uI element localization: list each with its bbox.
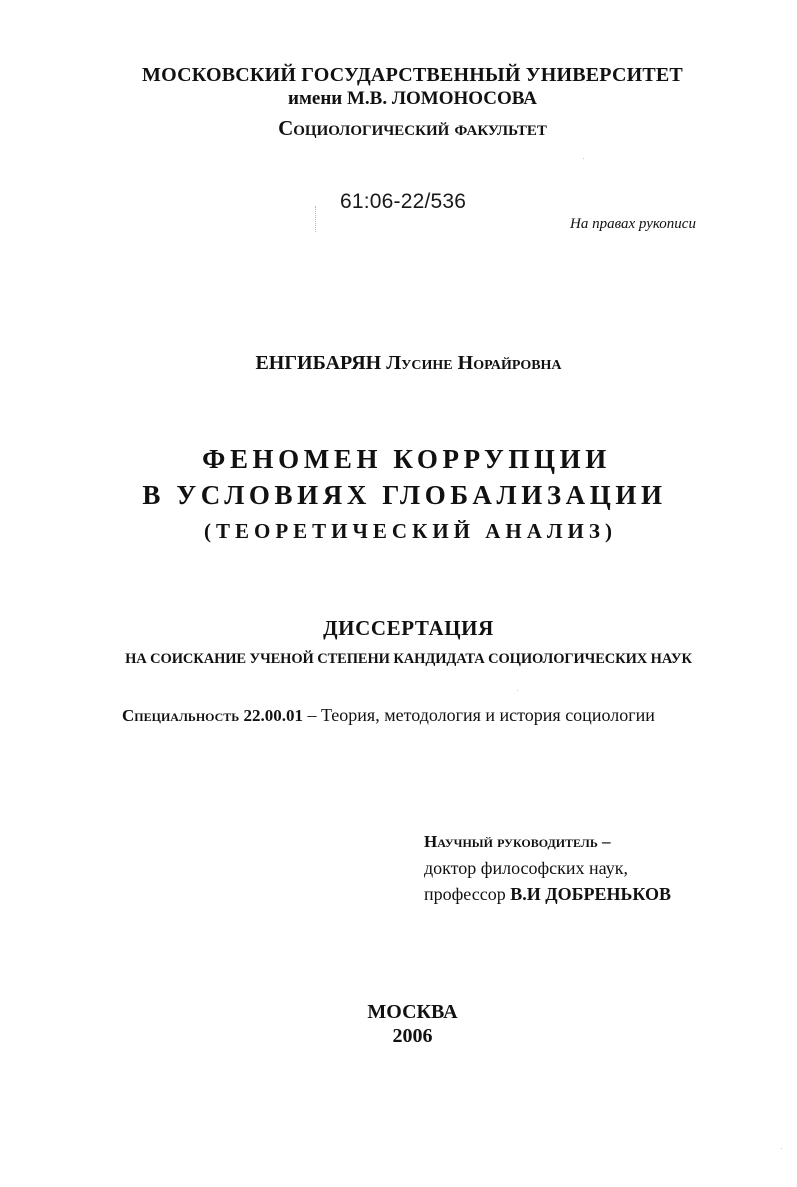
faculty-name: Социологический факультет — [278, 116, 547, 140]
scan-speck — [517, 690, 518, 691]
supervisor-degree: доктор философских наук, — [424, 858, 628, 878]
dissertation-degree-line: НА СОИСКАНИЕ УЧЕНОЙ СТЕПЕНИ КАНДИДАТА СОЦИОЛОГИЧЕСКИХ НАУК — [125, 651, 692, 667]
university-name: МОСКОВСКИЙ ГОСУДАРСТВЕННЫЙ УНИВЕРСИТЕТ — [142, 64, 683, 86]
supervisor-label: Научный руководитель – — [424, 832, 611, 851]
thesis-title-line-1: ФЕНОМЕН КОРРУПЦИИ — [202, 444, 611, 474]
scan-speck — [583, 158, 584, 159]
supervisor-name: В.И ДОБРЕНЬКОВ — [510, 884, 672, 904]
specialty-description: – Теория, методология и история социологии — [303, 705, 655, 725]
catalog-number: 61:06-22/536 — [340, 190, 467, 213]
scan-speck — [781, 1148, 782, 1149]
imprint-city: МОСКВА — [367, 1001, 458, 1023]
imprint-year: 2006 — [392, 1025, 433, 1047]
specialty-line — [122, 705, 655, 726]
supervisor-name-line — [424, 884, 671, 905]
thesis-title-subtitle: (ТЕОРЕТИЧЕСКИЙ АНАЛИЗ) — [204, 519, 617, 543]
scan-artifact — [315, 206, 317, 232]
author-name: ЕНГИБАРЯН Лусине Норайровна — [255, 352, 562, 374]
manuscript-rights-note: На правах рукописи — [570, 216, 696, 232]
university-named-after: имени М.В. ЛОМОНОСОВА — [288, 88, 537, 109]
supervisor-title: профессор — [424, 884, 511, 904]
specialty-label: Специальность 22.00.01 — [122, 706, 303, 725]
dissertation-heading: ДИССЕРТАЦИЯ — [323, 616, 494, 640]
thesis-title-line-2: В УСЛОВИЯХ ГЛОБАЛИЗАЦИИ — [142, 480, 667, 510]
